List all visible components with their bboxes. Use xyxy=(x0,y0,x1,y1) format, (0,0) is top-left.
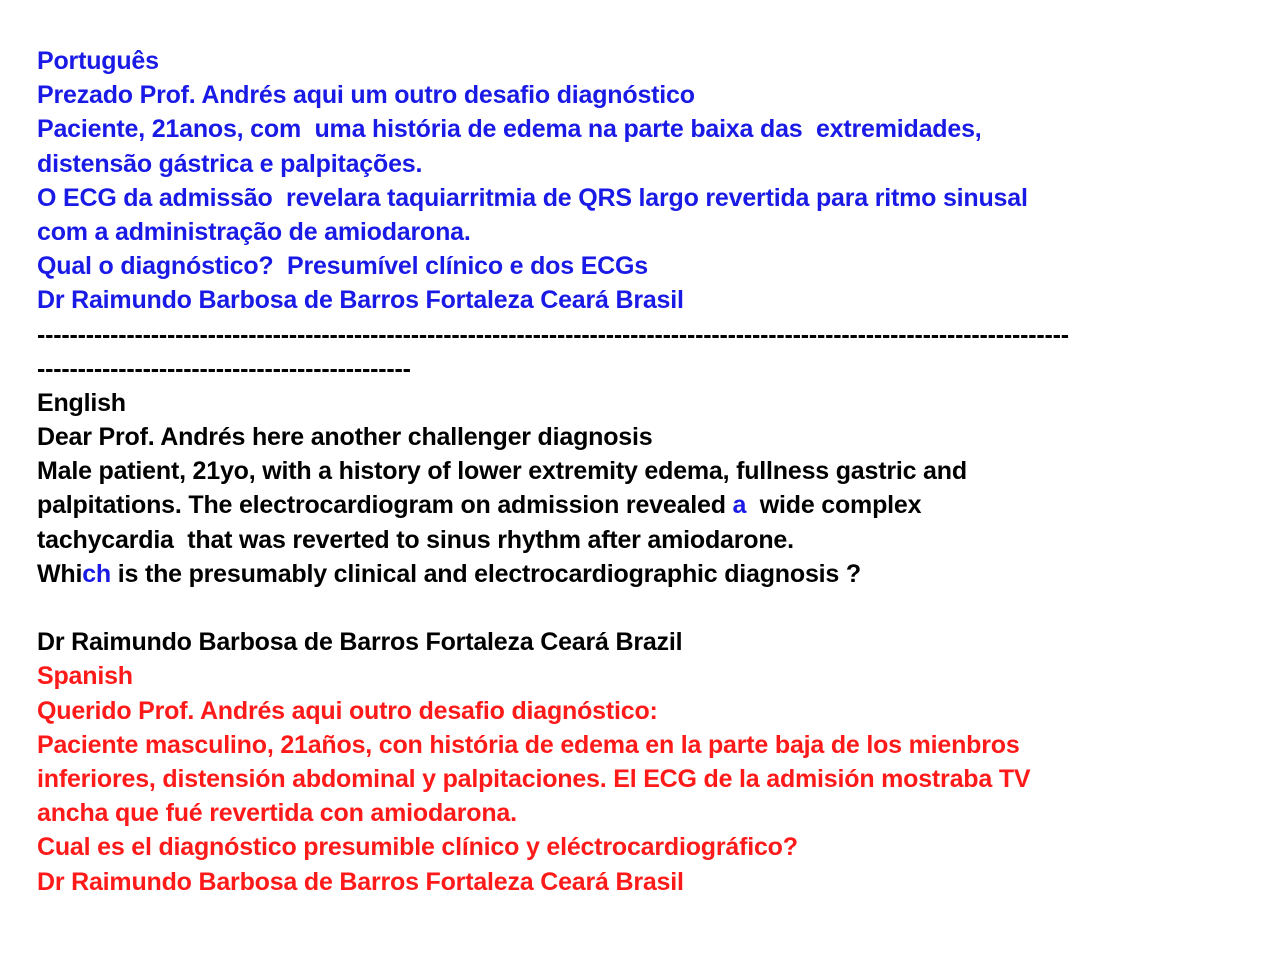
spanish-line: inferiores, distensión abdominal y palpitaciones. El ECG de la admisión mostraba TV xyxy=(37,764,1031,793)
english-text: Whi xyxy=(37,559,83,588)
separator-line: ------------------------------------------------------------------------------------------------------------------------------- xyxy=(37,320,1069,349)
english-signature: Dr Raimundo Barbosa de Barros Fortaleza Ceará Brazil xyxy=(37,628,683,657)
spanish-line: Cual es el diagnóstico presumible clínico y eléctrocardiográfico? xyxy=(37,833,798,862)
document-body xyxy=(37,44,1257,899)
portuguese-line: Paciente, 21anos, com uma história de edema na parte baixa das extremidades, xyxy=(37,115,982,144)
portuguese-line: distensão gástrica e palpitações. xyxy=(37,149,423,178)
spanish-section xyxy=(37,659,1257,898)
english-text: is the presumably clinical and electrocardiographic diagnosis ? xyxy=(111,559,861,588)
portuguese-line: O ECG da admissão revelara taquiarritmia de QRS largo revertida para ritmo sinusal xyxy=(37,183,1028,212)
portuguese-line: Prezado Prof. Andrés aqui um outro desafio diagnóstico xyxy=(37,81,695,110)
spanish-signature: Dr Raimundo Barbosa de Barros Fortaleza Ceará Brasil xyxy=(37,867,684,896)
english-text: wide complex xyxy=(746,491,922,520)
separator-line: ---------------------------------------------- xyxy=(37,354,411,383)
english-line: tachycardia that was reverted to sinus rhythm after amiodarone. xyxy=(37,525,794,554)
portuguese-heading: Português xyxy=(37,47,159,75)
spanish-line: Paciente masculino, 21años, con história de edema en la parte baja de los mienbros xyxy=(37,730,1020,759)
spanish-line: ancha que fué revertida con amiodarona. xyxy=(37,799,517,828)
english-text-highlight: ch xyxy=(82,559,111,588)
english-line: Dear Prof. Andrés here another challenger diagnosis xyxy=(37,423,653,452)
separator xyxy=(37,318,1257,386)
english-line xyxy=(37,557,1257,591)
english-line xyxy=(37,488,1257,522)
portuguese-section xyxy=(37,44,1257,318)
portuguese-line: Qual o diagnóstico? Presumível clínico e dos ECGs xyxy=(37,252,648,281)
spanish-line: Querido Prof. Andrés aqui outro desafio diagnóstico: xyxy=(37,696,658,725)
english-heading: English xyxy=(37,388,126,417)
english-text-highlight: a xyxy=(732,491,747,520)
portuguese-signature: Dr Raimundo Barbosa de Barros Fortaleza Ceará Brasil xyxy=(37,286,684,315)
blank-line xyxy=(37,591,1257,625)
english-section xyxy=(37,386,1257,660)
english-line: Male patient, 21yo, with a history of lower extremity edema, fullness gastric and xyxy=(37,457,967,486)
spanish-heading: Spanish xyxy=(37,662,133,691)
portuguese-line: com a administração de amiodarona. xyxy=(37,217,471,246)
english-text: palpitations. The electrocardiogram on admission revealed xyxy=(37,491,733,520)
